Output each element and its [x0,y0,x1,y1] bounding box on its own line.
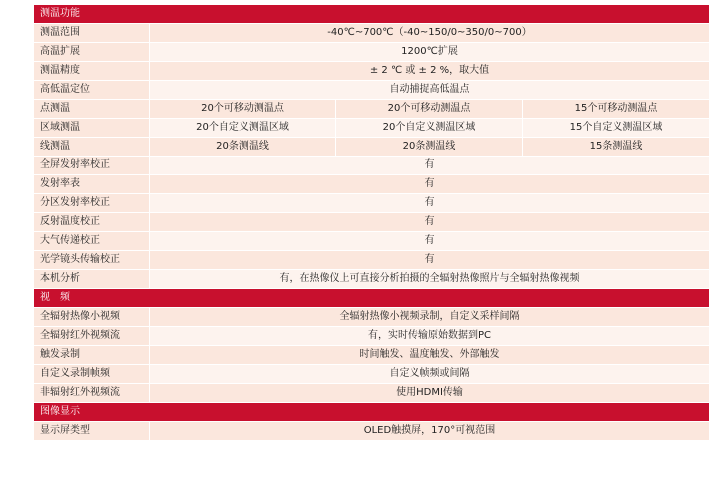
spec-table [33,4,710,441]
table-row [34,232,710,251]
row-label: 点测温 [34,99,150,118]
row-value: 20个可移动测温点 [150,99,336,118]
row-label: 线测温 [34,137,150,156]
row-value: 自动捕捉高低温点 [150,80,710,99]
row-label: 发射率表 [34,175,150,194]
row-label: 高低温定位 [34,80,150,99]
table-row [34,213,710,232]
row-value: 20条测温线 [336,137,523,156]
table-row [34,308,710,327]
row-value: 20个可移动测温点 [336,99,523,118]
table-row [34,345,710,364]
row-label: 分区发射率校正 [34,194,150,213]
table-row [34,61,710,80]
spec-sheet [33,4,709,441]
section-header-video [34,289,710,308]
row-value: OLED触摸屏，170°可视范围 [150,421,710,440]
row-label: 非辐射红外视频流 [34,383,150,402]
table-row [34,421,710,440]
row-value: 有 [150,232,710,251]
table-row [34,23,710,42]
table-row [34,80,710,99]
row-value: 20个自定义测温区域 [336,118,523,137]
row-value: ± 2 ℃ 或 ± 2 %，取大值 [150,61,710,80]
table-row [34,326,710,345]
table-row [34,137,710,156]
table-row [34,118,710,137]
row-value: 有 [150,213,710,232]
table-row [34,383,710,402]
table-row [34,42,710,61]
table-row [34,251,710,270]
row-value: 自定义帧频或间隔 [150,364,710,383]
table-row [34,364,710,383]
row-value: 20个自定义测温区域 [150,118,336,137]
row-value: 15个可移动测温点 [523,99,710,118]
row-label: 触发录制 [34,345,150,364]
row-value: 15个自定义测温区域 [523,118,710,137]
row-label: 全辐射红外视频流 [34,326,150,345]
table-row [34,194,710,213]
row-value: 1200℃扩展 [150,42,710,61]
row-value: 使用HDMI传输 [150,383,710,402]
section-title: 视 频 [34,289,710,308]
row-label: 自定义录制帧频 [34,364,150,383]
row-value: 有 [150,175,710,194]
row-value: 全辐射热像小视频录制，自定义采样间隔 [150,308,710,327]
row-label: 测温范围 [34,23,150,42]
row-label: 全屏发射率校正 [34,156,150,175]
table-row [34,99,710,118]
row-label: 光学镜头传输校正 [34,251,150,270]
row-value: 有 [150,156,710,175]
row-label: 反射温度校正 [34,213,150,232]
row-label: 本机分析 [34,270,150,289]
row-value: 有 [150,194,710,213]
row-label: 全辐射热像小视频 [34,308,150,327]
table-row [34,270,710,289]
row-label: 大气传递校正 [34,232,150,251]
row-value: 有 [150,251,710,270]
row-label: 测温精度 [34,61,150,80]
row-value: 有，实时传输原始数据到PC [150,326,710,345]
section-title: 测温功能 [34,5,710,24]
table-row [34,156,710,175]
row-value: 时间触发、温度触发、外部触发 [150,345,710,364]
section-header-display [34,402,710,421]
row-value: 15条测温线 [523,137,710,156]
row-value: 20条测温线 [150,137,336,156]
row-label: 显示屏类型 [34,421,150,440]
row-value: 有，在热像仪上可直接分析拍摄的全辐射热像照片与全辐射热像视频 [150,270,710,289]
section-title: 图像显示 [34,402,710,421]
row-label: 高温扩展 [34,42,150,61]
row-value: -40℃~700℃（-40~150/0~350/0~700） [150,23,710,42]
section-header-measure [34,5,710,24]
table-row [34,175,710,194]
row-label: 区域测温 [34,118,150,137]
